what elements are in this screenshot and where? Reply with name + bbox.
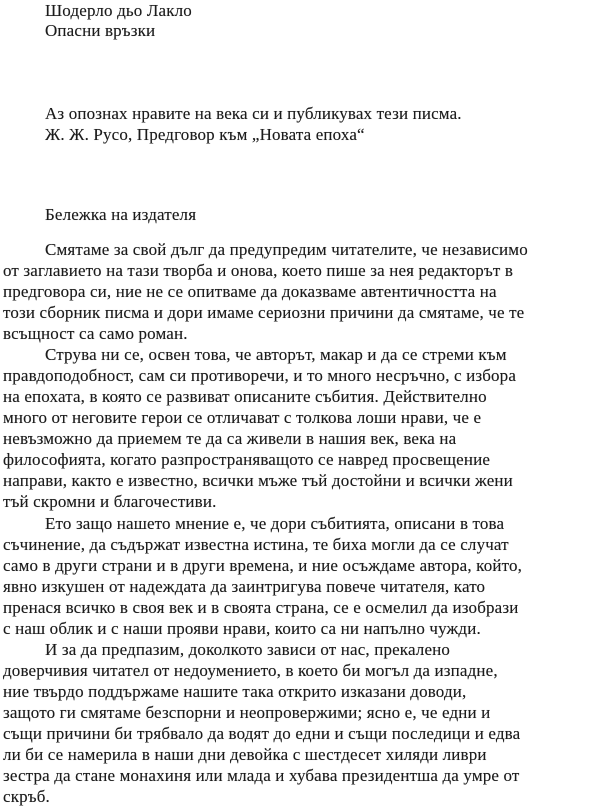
paragraph-line: зестра да стане монахиня или млада и хубава президентша да умре от (3, 766, 520, 785)
paragraph-line: явно изкушен от надеждата да заинтригува повече читателя, като (3, 577, 486, 596)
author-name: Шодерло дьо Лакло (45, 1, 192, 20)
paragraph-line: само в други страни и в други времена, и ние осъждаме автора, който, (3, 556, 523, 575)
section-heading: Бележка на издателя (45, 205, 197, 224)
paragraph-line: доверчивия читател от недоумението, в което би могъл да изпадне, (3, 661, 498, 680)
paragraph-line: направи, както е известно, всички мъже тъй достойни и всички жени (3, 471, 513, 490)
paragraph-line: ние твърдо поддържаме нашите така открито изказани доводи, (3, 682, 467, 701)
paragraph-line: този сборник писма и дори имаме сериозни причини да смятаме, че те (3, 303, 525, 322)
paragraph-line: всъщност са само роман. (3, 324, 188, 343)
paragraph-line: от заглавието на тази творба и онова, което пише за нея редакторът в (3, 261, 514, 280)
paragraph-line: пренася всичко в своя век и в своята страна, се е осмелил да изобрази (3, 598, 519, 617)
paragraph-line: невъзможно да приемем те да са живели в нашия век, века на (3, 429, 457, 448)
book-title: Опасни връзки (45, 21, 156, 40)
paragraph-line: тъй скромни и благочестиви. (3, 492, 217, 511)
paragraph-line: ли би се намерила в наши дни девойка с шестдесет хиляди ливри (3, 745, 487, 764)
paragraph-line: с наш облик и с наши прояви нрави, които са ни напълно чужди. (3, 619, 481, 638)
epigraph-attribution: Ж. Ж. Русо, Предговор към „Новата епоха“ (45, 125, 365, 144)
paragraph-line: на епохата, в която се развиват описаните събития. Действително (3, 387, 487, 406)
paragraph-line: Ето защо нашето мнение е, че дори събитията, описани в това (45, 514, 505, 533)
paragraph-line: правдоподобност, сам си противоречи, и то много несръчно, с избора (3, 366, 517, 385)
epigraph-quote: Аз опознах нравите на века си и публикувах тези писма. (45, 104, 462, 123)
paragraph-line: философията, когато разпространяващото се навред просвещение (3, 450, 491, 469)
paragraph-line: предговора си, ние не се опитваме да доказваме автентичността на (3, 282, 497, 301)
paragraph-line: Струва ни се, освен това, че авторът, макар и да се стреми към (45, 345, 507, 364)
paragraph-line: същи причини би трябвало да водят до едни и същи последици и едва (3, 724, 521, 743)
paragraph-line: И за да предпазим, доколкото зависи от нас, прекалено (45, 640, 451, 659)
paragraph-line: Смятаме за свой дълг да предупредим читателите, че независимо (45, 240, 528, 259)
paragraph-line: защото ги смятаме безспорни и неопровержими; ясно е, че едни и (3, 703, 491, 722)
paragraph-line: съчинение, да съдържат известна истина, те биха могли да се случат (3, 535, 509, 554)
paragraph-line: скръб. (3, 787, 50, 806)
paragraph-line: много от неговите герои се отличават с толкова лоши нрави, че е (3, 408, 482, 427)
